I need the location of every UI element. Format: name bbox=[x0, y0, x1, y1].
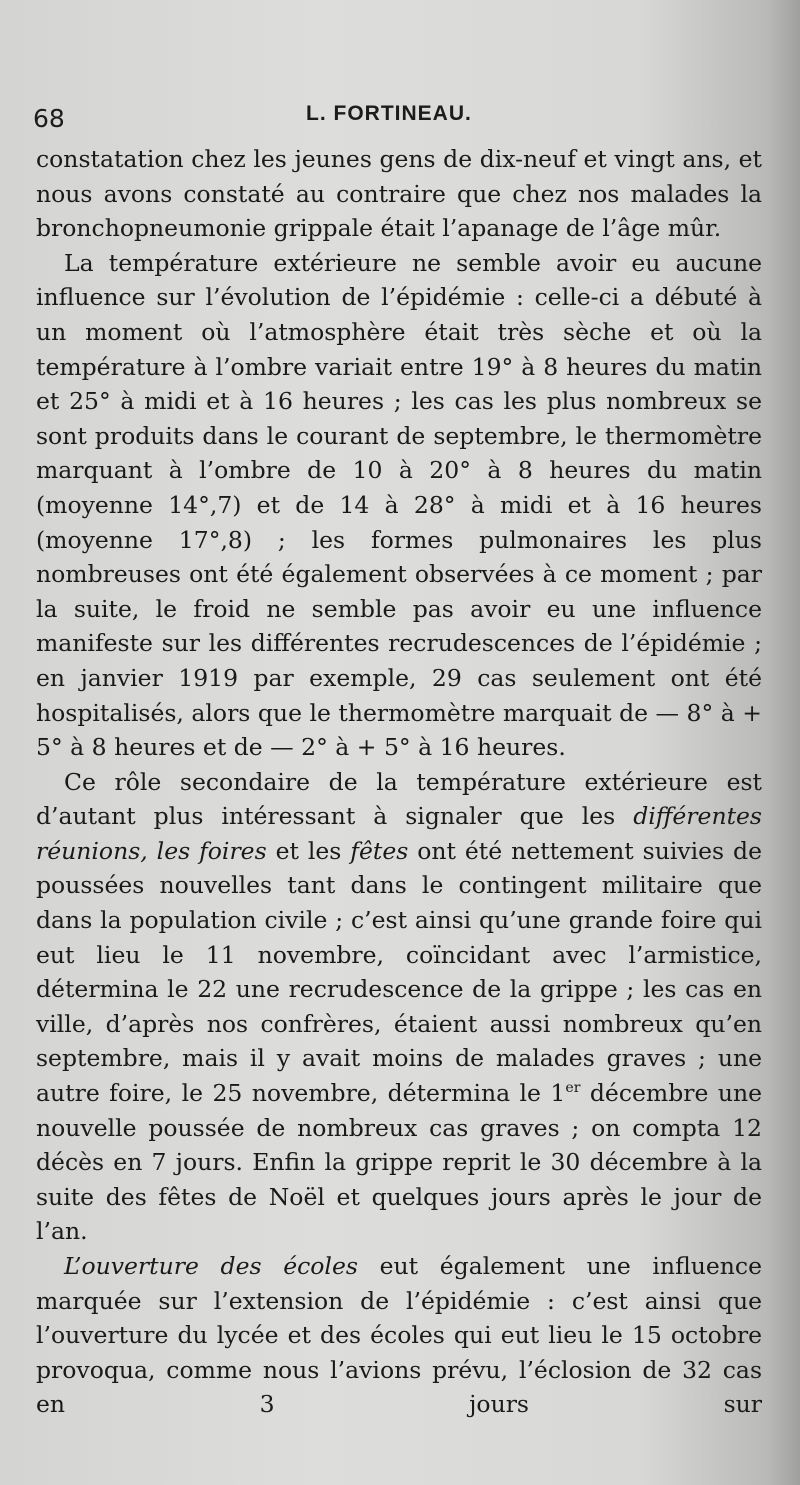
paragraph-3-ordinal: 1 bbox=[550, 1079, 566, 1108]
paragraph-2: La température extérieure ne semble avoir eu aucune influence sur l’évolution de l’épidémie : celle-ci a débuté à un moment où l’atmosphère était très sèche et où la température à l’ombre variait entre 19° à 8 heures du matin et 25° à midi et à 16 heures ; les cas les plus nombreux se sont produits dans le courant de septembre, le thermomètre marquant à l’ombre de 10 à 20° à 8 heures du matin (moyenne 14°,7) et de 14 à 28° à midi et à 16 heures (moyenne 17°,8) ; les formes pulmonaires les plus nombreuses ont été également observées à ce moment ; par la suite, le froid ne semble pas avoir eu une influence manifeste sur les différentes recrudescences de l’épidémie ; en janvier 1919 par exemple, 29 cas seulement ont été hospitalisés, alors que le thermomètre marquait de — 8° à + 5° à 8 heures et de — 2° à + 5° à 16 heures. bbox=[36, 248, 762, 762]
paragraph-3-text-c: ont été nettement suivies de poussées nouvelles tant dans le contingent militaire que dans la population civile ; c’est ainsi qu’une grande foire qui eut lieu le 11 novembre, coïncidant avec l’armistice, détermina le 22 une recrudescence de la grippe ; les cas en ville, d’après nos confrères, étaient aussi nombreux qu’en septembre, mais il y avait moins de malades graves ; une autre foire, le 25 novembre, détermina le bbox=[36, 836, 762, 1108]
paragraph-1: constatation chez les jeunes gens de dix-neuf et vingt ans, et nous avons constaté au contraire que chez nos malades la bronchopneumonie grippale était l’apanage de l’âge mûr. bbox=[36, 145, 762, 243]
paragraph-4 bbox=[36, 1249, 762, 1422]
page-header bbox=[0, 100, 800, 140]
paragraph-3-italic-2: fêtes bbox=[350, 836, 409, 865]
paragraph-3-italic-1: différentes réunions, les foires bbox=[36, 802, 762, 865]
paragraph-3-text-a: Ce rôle secondaire de la température extérieure est d’autant plus intéressant à signaler que les bbox=[36, 767, 762, 831]
paragraph-3 bbox=[36, 765, 762, 1249]
body-text bbox=[36, 142, 762, 1422]
paragraph-4-italic: L’ouverture des écoles bbox=[64, 1252, 358, 1280]
paragraph-3-text-d: décembre une nouvelle poussée de nombreux cas graves ; on compta 12 décès en 7 jours. Enfin la grippe reprit le 30 décembre à la suite des fêtes de Noël et quelques jours après le jour de l’an. bbox=[36, 1079, 762, 1246]
paragraph-4-text: eut également une influence marquée sur l’extension de l’épidémie : c’est ainsi que l’ouverture du lycée et des écoles qui eut lieu le 15 octobre provoqua, comme nous l’avions prévu, l’éclosion de 32 cas en 3 jours sur bbox=[36, 1252, 762, 1419]
paragraph-3-text-b: et les bbox=[266, 836, 351, 865]
page-number: 68 bbox=[33, 104, 65, 133]
paragraph-3-superscript: er bbox=[565, 1080, 581, 1097]
running-head: L. FORTINEAU. bbox=[306, 102, 472, 125]
